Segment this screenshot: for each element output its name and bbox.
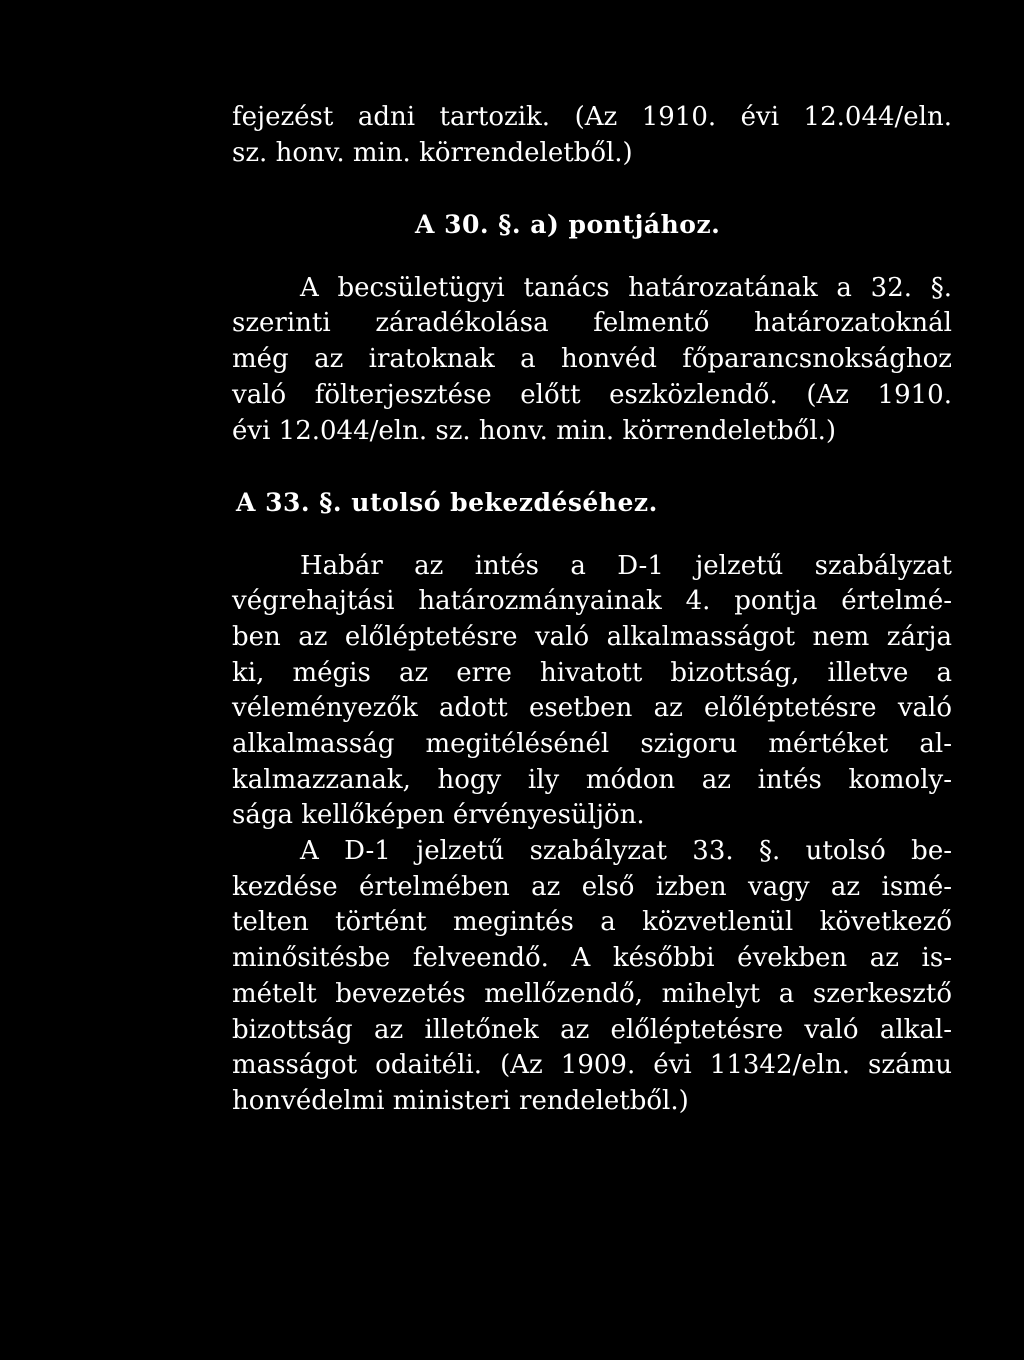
text-line: mételt bevezetés mellőzendő, mihelyt a szerkesztő: [232, 978, 952, 1009]
text-line: még az iratoknak a honvéd főparancsnoksághoz: [232, 344, 952, 375]
section-heading: A 33. §. utolsó bekezdéséhez.: [236, 487, 658, 517]
paragraph-gap: [232, 521, 952, 549]
text-line: fejezést adni tartozik. (Az 1910. évi 12.044/eln.: [232, 102, 952, 132]
text-line: véleményezők adott esetben az előléptetésre való: [232, 693, 952, 724]
text-line: bizottság az illetőnek az előléptetésre való alkal-: [232, 1014, 952, 1045]
text-line: masságot odaitéli. (Az 1909. évi 11342/eln. számu: [232, 1050, 952, 1081]
paragraph-gap: [232, 243, 952, 271]
text-line: telten történt megintés a közvetlenül következő: [232, 907, 952, 938]
text-line: szerinti záradékolása felmentő határozatoknál: [232, 308, 952, 339]
text-line: alkalmasság megitélésénél szigoru mértéket al-: [232, 729, 952, 759]
text-line: honvédelmi ministeri rendeletből.): [232, 1085, 689, 1116]
text-line: A D-1 jelzetű szabályzat 33. §. utolsó be-: [300, 836, 952, 867]
text-line: sz. honv. min. körrendeletből.): [232, 137, 633, 168]
paragraph-gap: [232, 449, 952, 485]
text-line: kalmazzanak, hogy ily módon az intés komoly-: [232, 764, 952, 795]
text-line: Habár az intés a D-1 jelzetű szabályzat: [300, 550, 952, 581]
text-line: évi 12.044/eln. sz. honv. min. körrendeletből.): [232, 415, 837, 446]
text-line: végrehajtási határozmányainak 4. pontja értelmé-: [232, 586, 952, 617]
text-line: kezdése értelmében az első izben vagy az ismé-: [232, 871, 952, 902]
text-line: A becsületügyi tanács határozatának a 32. §.: [300, 272, 952, 303]
text-line: ki, mégis az erre hivatott bizottság, illetve a: [232, 657, 952, 688]
text-line: minősitésbe felveendő. A későbbi években az is-: [232, 943, 952, 974]
paragraph-gap: [232, 171, 952, 207]
text-line: ben az előléptetésre való alkalmasságot nem zárja: [232, 621, 952, 652]
text-line: sága kellőképen érvényesüljön.: [232, 800, 645, 831]
text-line: való fölterjesztése előtt eszközlendő. (Az 1910.: [232, 379, 952, 410]
section-heading: A 30. §. a) pontjához.: [415, 210, 721, 240]
document-text: [232, 100, 952, 1120]
